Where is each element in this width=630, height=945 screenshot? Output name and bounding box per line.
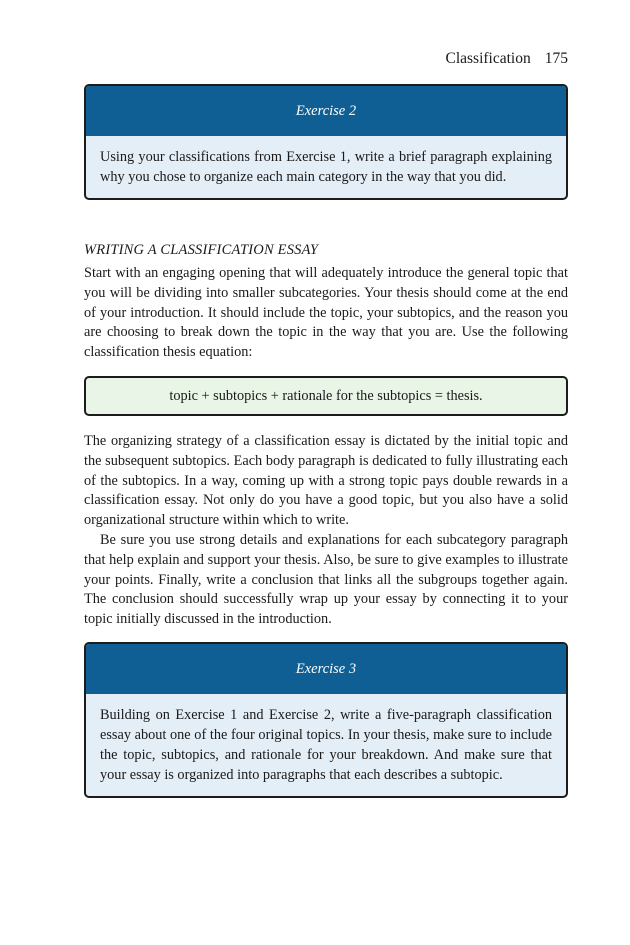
exercise-2-title: Exercise 2 — [86, 86, 566, 136]
details-paragraph: Be sure you use strong details and explanations for each subcategory paragraph that help explain and support your thesis. Also, be sure to give examples to illustrate your points. Finally, write a conclusion that links all the subgroups together again. The conclusion should successfully wrap up your essay by connecting it to your topic initially discussed in the introduction. — [84, 532, 568, 628]
intro-paragraph: Start with an engaging opening that will adequately introduce the general topic that you will be dividing into smaller subcategories. Your thesis should come at the end of your introduction. It should include the topic, your subtopics, and the reason you are choosing to break down the topic in the way that you are. Use the following classification thesis equation: — [84, 265, 568, 361]
thesis-equation-box: topic + subtopics + rationale for the subtopics = thesis. — [84, 376, 568, 416]
running-head-title: Classification — [445, 50, 531, 67]
exercise-2-body: Using your classifications from Exercise 1, write a brief paragraph explaining why you chose to organize each main category in the way that you did. — [100, 149, 552, 185]
strategy-paragraph: The organizing strategy of a classification essay is dictated by the initial topic and the subsequent subtopics. Each body paragraph is dedicated to fully illustrating each of the subtopics. In a way, coming up with a strong topic pays double rewards in a classification essay. Not only do you have a good topic, but you also have a solid organizational structure within which to write. — [84, 433, 568, 529]
running-head — [446, 50, 569, 68]
exercise-3-title: Exercise 3 — [86, 644, 566, 694]
exercise-2-box — [84, 84, 568, 200]
exercise-3-body: Building on Exercise 1 and Exercise 2, write a five-paragraph classification essay about one of the four original topics. In your thesis, make sure to include the topic, subtopics, and rationale for your breakdown. And make sure that your essay is organized into paragraphs that each describes a subtopic. — [100, 707, 552, 783]
section-heading: WRITING A CLASSIFICATION ESSAY — [84, 242, 319, 258]
exercise-3-box — [84, 642, 568, 798]
page-number: 175 — [544, 50, 568, 67]
